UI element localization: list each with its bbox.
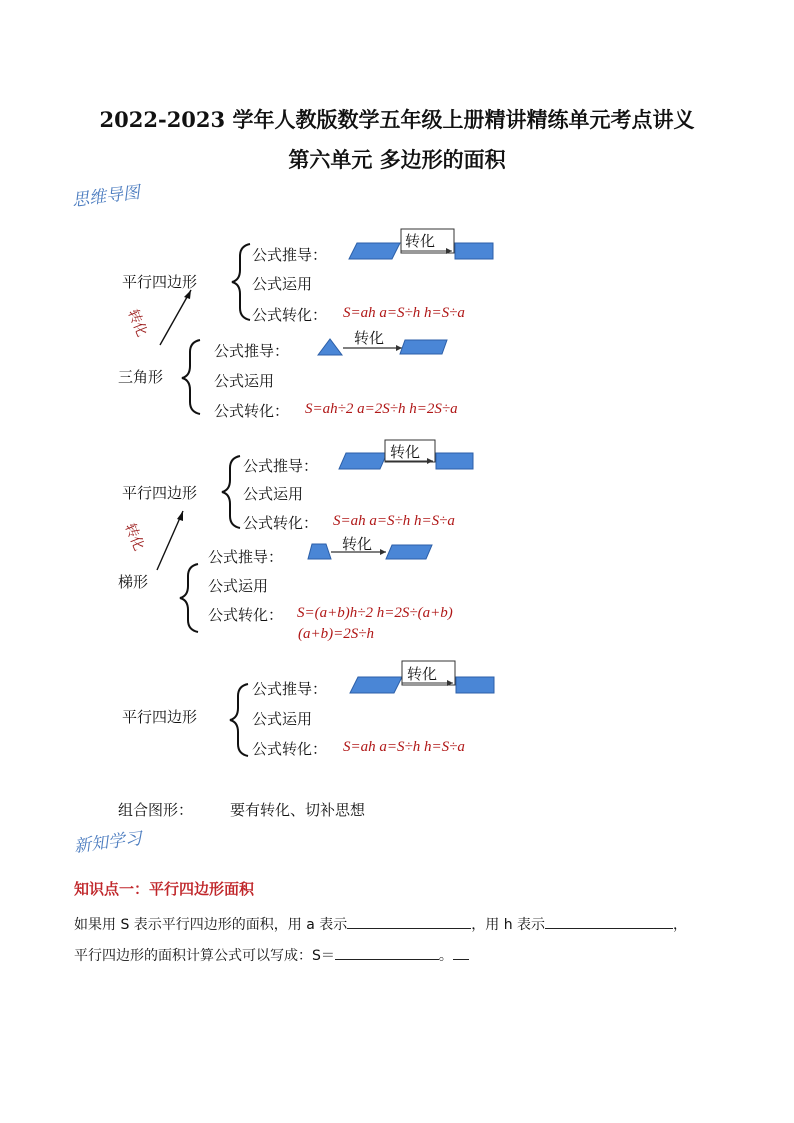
conversion-label: 公式转化：: [252, 306, 328, 324]
derivation-label: 公式推导：: [208, 548, 284, 566]
transform-label: 转化: [342, 535, 373, 553]
conversion-label: 公式转化：: [208, 606, 284, 624]
derivation-label: 公式推导：: [214, 342, 290, 360]
conversion-arrow: [157, 511, 183, 570]
formula-triangle: S=ah÷2 a=2S÷h h=2S÷a: [305, 401, 458, 417]
parallelogram-shape: [400, 340, 447, 354]
formula-trapezoid-area: S=(a+b)h÷2 h=2S÷(a+b): [297, 605, 453, 621]
answer-blank-tail: [453, 945, 469, 960]
transform-label-rotated: 转化: [121, 521, 147, 554]
conversion-label: 公式转化：: [243, 514, 319, 532]
triangle-shape: [318, 339, 342, 355]
page-subtitle: 第六单元 多边形的面积: [288, 147, 506, 172]
brace-icon: [180, 564, 198, 632]
transform-label: 转化: [405, 232, 436, 250]
brace-icon: [222, 456, 240, 528]
page-title: 2022-2023 学年人教版数学五年级上册精讲精练单元考点讲义: [99, 107, 695, 132]
question-line-1: [74, 914, 687, 934]
application-label: 公式运用: [208, 577, 269, 595]
application-label: 公式运用: [252, 275, 313, 293]
formula-trapezoid-sum: (a+b)=2S÷h: [298, 626, 374, 642]
knowledge-point-title: 知识点一：平行四边形面积: [74, 880, 255, 898]
parallelogram-shape: [339, 453, 387, 469]
question-text: ，用 h 表示: [471, 917, 546, 933]
rectangle-shape: [456, 677, 494, 693]
application-label: 公式运用: [214, 372, 275, 390]
question-text: 平行四边形的面积计算公式可以写成：S＝: [74, 948, 335, 964]
transform-label: 转化: [407, 665, 438, 683]
trapezoid-shape: [308, 544, 331, 559]
formula-parallelogram: S=ah a=S÷h h=S÷a: [343, 305, 465, 321]
formula-parallelogram: S=ah a=S÷h h=S÷a: [343, 739, 465, 755]
application-label: 公式运用: [252, 710, 313, 728]
node-parallelogram: 平行四边形: [122, 273, 198, 291]
question-text: ，: [673, 917, 688, 933]
application-label: 公式运用: [243, 485, 304, 503]
conversion-label: 公式转化：: [252, 740, 328, 758]
node-triangle: 三角形: [118, 368, 164, 386]
node-parallelogram: 平行四边形: [122, 708, 198, 726]
derivation-label: 公式推导：: [252, 246, 328, 264]
parallelogram-shape: [386, 545, 432, 559]
answer-blank[interactable]: [545, 914, 673, 929]
brace-icon: [182, 340, 200, 414]
question-text: 。: [438, 948, 453, 964]
rectangle-shape: [436, 453, 473, 469]
question-line-2: [74, 945, 469, 965]
parallelogram-shape: [350, 677, 402, 693]
conversion-label: 公式转化：: [214, 402, 290, 420]
rectangle-shape: [455, 243, 493, 259]
composite-label: 组合图形：: [118, 801, 194, 819]
formula-parallelogram: S=ah a=S÷h h=S÷a: [333, 513, 455, 529]
section-tag-mind-map: 思维导图: [71, 182, 142, 211]
answer-blank[interactable]: [347, 914, 471, 929]
answer-blank[interactable]: [335, 945, 439, 960]
conversion-arrow: [160, 290, 191, 345]
composite-text: 要有转化、切补思想: [230, 801, 366, 819]
brace-icon: [232, 244, 250, 320]
transform-label: 转化: [390, 443, 421, 461]
transform-label: 转化: [354, 329, 385, 347]
node-parallelogram: 平行四边形: [122, 484, 198, 502]
section-tag-new-knowledge: 新知学习: [73, 828, 144, 857]
brace-icon: [230, 684, 248, 756]
question-text: 如果用 S 表示平行四边形的面积，用 a 表示: [74, 917, 348, 933]
derivation-label: 公式推导：: [243, 457, 319, 475]
derivation-label: 公式推导：: [252, 680, 328, 698]
parallelogram-shape: [349, 243, 400, 259]
node-trapezoid: 梯形: [118, 573, 149, 591]
transform-label-rotated: 转化: [124, 307, 150, 340]
